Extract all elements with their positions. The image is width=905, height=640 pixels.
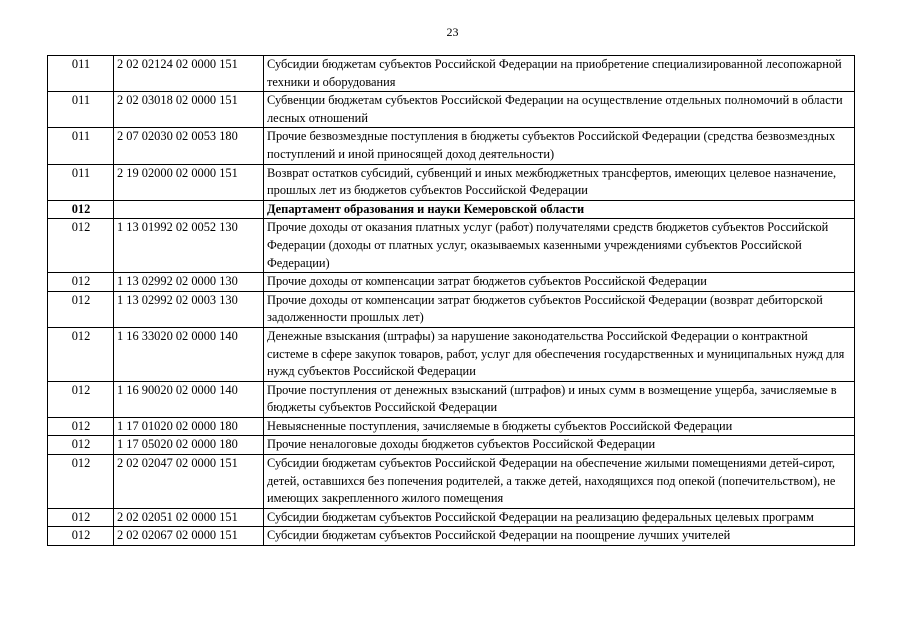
table-row — [48, 291, 855, 327]
description-cell: Субсидии бюджетам субъектов Российской Федерации на приобретение специализированной лесопожарной техники и оборудования — [264, 56, 855, 92]
admin-code-cell: 012 — [48, 455, 114, 509]
description-cell: Субсидии бюджетам субъектов Российской Федерации на поощрение лучших учителей — [264, 527, 855, 546]
admin-code-cell: 012 — [48, 417, 114, 436]
budget-code-cell: 1 13 02992 02 0000 130 — [114, 273, 264, 292]
description-cell: Субсидии бюджетам субъектов Российской Федерации на реализацию федеральных целевых программ — [264, 508, 855, 527]
admin-code-cell: 012 — [48, 200, 114, 219]
admin-code-cell: 012 — [48, 527, 114, 546]
description-cell: Прочие поступления от денежных взысканий (штрафов) и иных сумм в возмещение ущерба, зачисляемые в бюджеты субъектов Российской Федерации — [264, 381, 855, 417]
admin-code-cell: 012 — [48, 436, 114, 455]
table-row — [48, 56, 855, 92]
table-row — [48, 381, 855, 417]
description-cell: Прочие неналоговые доходы бюджетов субъектов Российской Федерации — [264, 436, 855, 455]
admin-code-cell: 012 — [48, 273, 114, 292]
budget-code-cell: 2 02 02051 02 0000 151 — [114, 508, 264, 527]
description-cell: Денежные взыскания (штрафы) за нарушение законодательства Российской Федерации о контрактной системе в сфере закупок товаров, работ, услуг для обеспечения государственных и муниципальных нужд для нужд субъектов Российской Федерации — [264, 327, 855, 381]
table-row — [48, 527, 855, 546]
description-cell: Субсидии бюджетам субъектов Российской Федерации на обеспечение жилыми помещениями детей-сирот, детей, оставшихся без попечения родителей, а также детей, находящихся под опекой (попечительством), не имеющих закрепленного жилого помещения — [264, 455, 855, 509]
budget-code-cell: 2 02 02124 02 0000 151 — [114, 56, 264, 92]
budget-code-cell — [114, 200, 264, 219]
budget-classification-table — [47, 55, 855, 546]
description-cell: Возврат остатков субсидий, субвенций и иных межбюджетных трансфертов, имеющих целевое назначение, прошлых лет из бюджетов субъектов Российской Федерации — [264, 164, 855, 200]
department-title: Департамент образования и науки Кемеровской области — [264, 200, 855, 219]
description-cell: Прочие доходы от компенсации затрат бюджетов субъектов Российской Федерации (возврат дебиторской задолженности прошлых лет) — [264, 291, 855, 327]
table-row — [48, 219, 855, 273]
table-row — [48, 508, 855, 527]
budget-code-cell: 1 16 90020 02 0000 140 — [114, 381, 264, 417]
table-row — [48, 164, 855, 200]
budget-code-cell: 1 13 01992 02 0052 130 — [114, 219, 264, 273]
admin-code-cell: 011 — [48, 164, 114, 200]
admin-code-cell: 012 — [48, 508, 114, 527]
budget-code-cell: 2 02 02047 02 0000 151 — [114, 455, 264, 509]
budget-code-cell: 2 19 02000 02 0000 151 — [114, 164, 264, 200]
description-cell: Субвенции бюджетам субъектов Российской Федерации на осуществление отдельных полномочий в области лесных отношений — [264, 92, 855, 128]
table-row — [48, 417, 855, 436]
table-row — [48, 273, 855, 292]
table-row — [48, 128, 855, 164]
description-cell: Невыясненные поступления, зачисляемые в бюджеты субъектов Российской Федерации — [264, 417, 855, 436]
description-cell: Прочие безвозмездные поступления в бюджеты субъектов Российской Федерации (средства безвозмездных поступлений и иной приносящей доход деятельности) — [264, 128, 855, 164]
budget-code-cell: 1 13 02992 02 0003 130 — [114, 291, 264, 327]
table-row — [48, 455, 855, 509]
admin-code-cell: 012 — [48, 381, 114, 417]
budget-code-cell: 2 02 03018 02 0000 151 — [114, 92, 264, 128]
description-cell: Прочие доходы от компенсации затрат бюджетов субъектов Российской Федерации — [264, 273, 855, 292]
table-row — [48, 327, 855, 381]
admin-code-cell: 012 — [48, 291, 114, 327]
budget-code-cell: 1 17 05020 02 0000 180 — [114, 436, 264, 455]
budget-code-cell: 2 02 02067 02 0000 151 — [114, 527, 264, 546]
admin-code-cell: 011 — [48, 128, 114, 164]
section-header-row — [48, 200, 855, 219]
admin-code-cell: 012 — [48, 327, 114, 381]
budget-code-cell: 2 07 02030 02 0053 180 — [114, 128, 264, 164]
budget-code-cell: 1 16 33020 02 0000 140 — [114, 327, 264, 381]
admin-code-cell: 012 — [48, 219, 114, 273]
admin-code-cell: 011 — [48, 92, 114, 128]
description-cell: Прочие доходы от оказания платных услуг (работ) получателями средств бюджетов субъектов Российской Федерации (доходы от платных услуг, оказываемых казенными учреждениями субъектов Российской Федерации) — [264, 219, 855, 273]
page-number: 23 — [446, 25, 459, 39]
budget-code-cell: 1 17 01020 02 0000 180 — [114, 417, 264, 436]
table-row — [48, 92, 855, 128]
table-row — [48, 436, 855, 455]
admin-code-cell: 011 — [48, 56, 114, 92]
